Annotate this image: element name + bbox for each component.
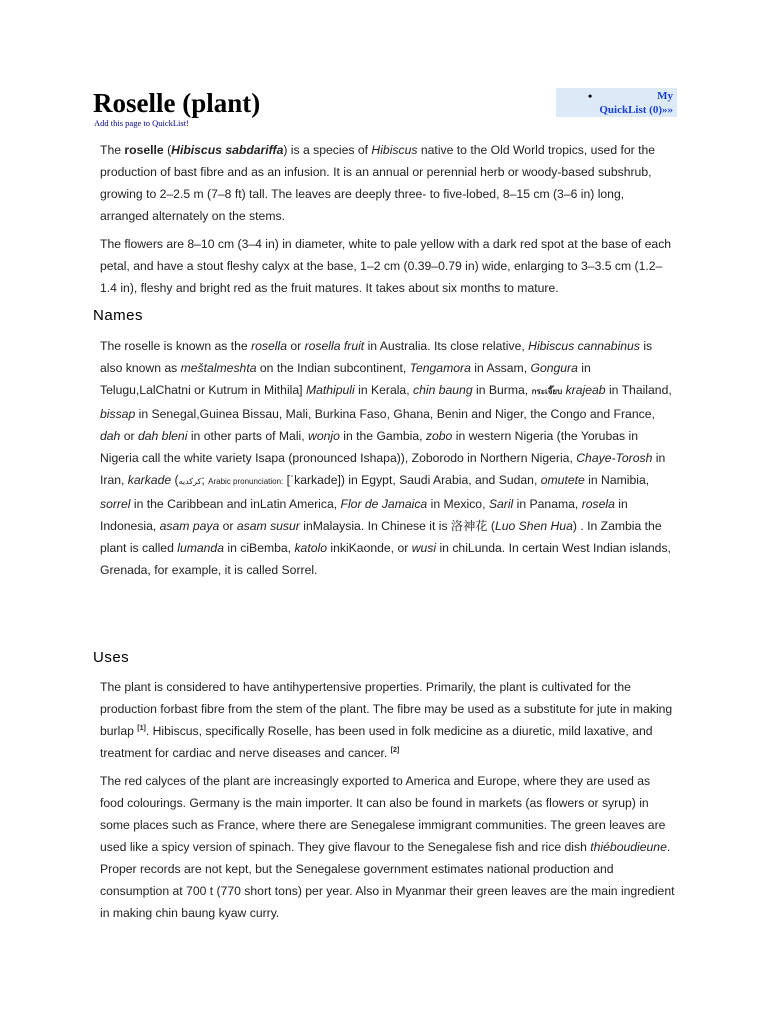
text-run: كركديه: [178, 477, 202, 486]
text-run: roselle: [124, 143, 164, 157]
text-run: กระเจี๊ยบ: [531, 387, 563, 396]
citation-ref[interactable]: [2]: [390, 746, 400, 754]
text-run: sorrel: [100, 497, 131, 511]
text-run: Chaye-Torosh: [576, 451, 653, 465]
text-run: omutete: [540, 473, 585, 487]
text-run: chin baung: [412, 383, 473, 397]
text-run: Gongura: [530, 361, 578, 375]
uses-section: [100, 676, 675, 924]
quicklist-my-link[interactable]: My: [657, 90, 673, 102]
text-run: rosela: [581, 497, 615, 511]
intro-section: [100, 139, 675, 299]
text-run: asam susur: [236, 519, 300, 533]
text-run: Mathipuli: [305, 383, 355, 397]
text-run: dah bleni: [137, 429, 188, 443]
text-run: meštalmeshta: [180, 361, 257, 375]
section-heading-uses: Uses: [93, 649, 130, 666]
text-run: Tengamora: [409, 361, 471, 375]
page-title: Roselle (plant): [93, 88, 261, 118]
text-run: katolo: [294, 541, 327, 555]
text-run: wusi: [411, 541, 437, 555]
text-run: Luo Shen Hua: [494, 519, 573, 533]
text-run: thiéboudieune: [590, 840, 667, 854]
text-run: krajeab: [565, 383, 606, 397]
text-run: Arabic pronunciation:: [208, 477, 284, 486]
uses-paragraph-2: The red calyces of the plant are increasingly exported to America and Europe, where they are used as food colourings. Germany is the main importer. It can also be found in markets (as flowers or syrup) in some places such as France, where there are Senegalese immigrant communities. The green leaves are used like a spicy version of spinach. They give flavour to the Senegalese fish and rice dish thiéboudieune. Proper records are not kept, but the Senegalese government estimates national production and consumption at 700 t (770 short tons) per year. Also in Myanmar their green leaves are the main ingredient in making chin baung kyaw curry.: [100, 774, 675, 920]
quicklist-box[interactable]: [556, 88, 677, 117]
text-run: rosella: [251, 339, 287, 353]
text-run: rosella fruit: [304, 339, 365, 353]
text-run: wonjo: [308, 429, 340, 443]
citation-ref[interactable]: [1]: [137, 724, 146, 732]
text-run: asam paya: [159, 519, 220, 533]
text-run: karkade: [127, 473, 172, 487]
intro-paragraph-2: The flowers are 8–10 cm (3–4 in) in diameter, white to pale yellow with a dark red spot at the base of each petal, and have a stout fleshy calyx at the base, 1–2 cm (0.39–0.79 in) wide, enlarging to 3–3.5 cm (1.2–1.4 in), fleshy and bright red as the fruit matures. It takes about six months to mature.: [100, 237, 672, 295]
names-paragraph: The roselle is known as the rosella or rosella fruit in Australia. Its close relative, Hibiscus cannabinus is also known as meštalmeshta on the Indian subcontinent, Tengamora in Assam, Gongura in Telugu,LalChatni or Kutrum in Mithila] Mathipuli in Kerala, chin baung in Burma, กระเจี๊ยบ krajeab in Thailand, bissap in Senegal,Guinea Bissau, Mali, Burkina Faso, Ghana, Benin and Niger, the Congo and France, dah or dah bleni in other parts of Mali, wonjo in the Gambia, zobo in western Nigeria (the Yorubas in Nigeria call the white variety Isapa (pronounced Ishapa)), Zoborodo in Northern Nigeria, Chaye-Torosh in Iran, karkade (كركديه; Arabic pronunciation: [ˈkarkade]) in Egypt, Saudi Arabia, and Sudan, omutete in Namibia, sorrel in the Caribbean and inLatin America, Flor de Jamaica in Mexico, Saril in Panama, rosela in Indonesia, asam paya or asam susur inMalaysia. In Chinese it is 洛神花 (Luo Shen Hua) . In Zambia the plant is called lumanda in ciBemba, katolo inkiKaonde, or wusi in chiLunda. In certain West Indian islands, Grenada, for example, it is called Sorrel.: [100, 339, 672, 577]
text-run: lumanda: [177, 541, 224, 555]
add-to-quicklist-link[interactable]: Add this page to QuickList!: [94, 118, 189, 128]
text-run: Hibiscus cannabinus: [528, 339, 640, 353]
quicklist-count-link[interactable]: QuickList (0)»»: [599, 104, 673, 116]
text-run: zobo: [425, 429, 453, 443]
text-run: Saril: [488, 497, 514, 511]
names-section: [100, 335, 675, 581]
text-run: Flor de Jamaica: [340, 497, 428, 511]
text-run: Hibiscus sabdariffa: [171, 143, 284, 157]
section-heading-names: Names: [93, 307, 144, 324]
text-run: dah: [100, 429, 121, 443]
bullet-icon: •: [588, 89, 593, 103]
intro-paragraph-1: The roselle (Hibiscus sabdariffa) is a species of Hibiscus native to the Old World tropics, used for the production of bast fibre and as an infusion. It is an annual or perennial herb or woody-based subshrub, growing to 2–2.5 m (7–8 ft) tall. The leaves are deeply three- to five-lobed, 8–15 cm (3–6 in) long, arranged alternately on the stems.: [100, 143, 656, 223]
text-run: Hibiscus: [371, 143, 418, 157]
uses-paragraph-1: The plant is considered to have antihypertensive properties. Primarily, the plant is cultivated for the production forbast fibre from the stem of the plant. The fibre may be used as a substitute for jute in making burlap [1]. Hibiscus, specifically Roselle, has been used in folk medicine as a diuretic, mild laxative, and treatment for cardiac and nerve diseases and cancer. [2]: [100, 680, 673, 760]
text-run: bissap: [100, 407, 136, 421]
